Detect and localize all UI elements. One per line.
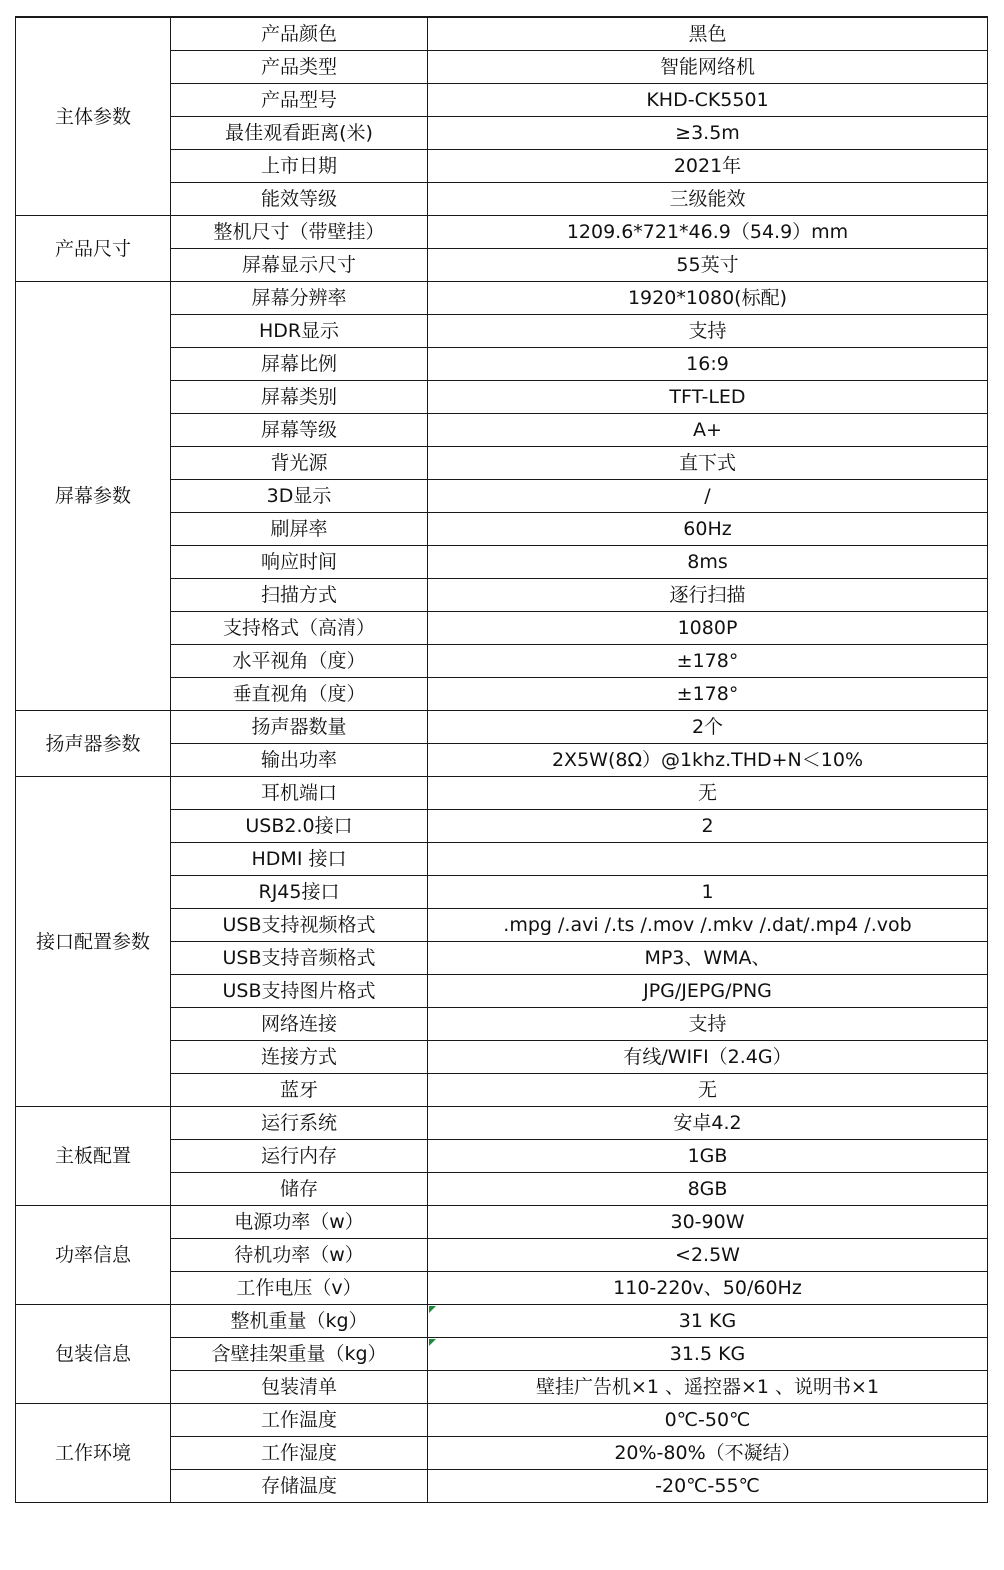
spec-table-body (16, 17, 988, 1503)
param-name: 支持格式（高清） (171, 612, 428, 645)
param-name: 工作温度 (171, 1404, 428, 1437)
param-name: 连接方式 (171, 1041, 428, 1074)
group-label: 屏幕参数 (16, 282, 171, 711)
param-value: 支持 (428, 1008, 988, 1041)
param-name: 背光源 (171, 447, 428, 480)
param-name: USB支持音频格式 (171, 942, 428, 975)
param-name: HDMI 接口 (171, 843, 428, 876)
spec-row (16, 282, 988, 315)
group-label: 工作环境 (16, 1404, 171, 1503)
param-name: 输出功率 (171, 744, 428, 777)
param-name: 含壁挂架重量（kg） (171, 1338, 428, 1371)
param-value: 8GB (428, 1173, 988, 1206)
param-name: 上市日期 (171, 150, 428, 183)
spec-row (16, 17, 988, 51)
param-name: 水平视角（度） (171, 645, 428, 678)
group-label: 接口配置参数 (16, 777, 171, 1107)
param-value: MP3、WMA、 (428, 942, 988, 975)
param-value: JPG/JEPG/PNG (428, 975, 988, 1008)
param-value: 2 (428, 810, 988, 843)
param-value: .mpg /.avi /.ts /.mov /.mkv /.dat/.mp4 /.vob (428, 909, 988, 942)
param-name: 工作电压（v） (171, 1272, 428, 1305)
param-value: 无 (428, 777, 988, 810)
param-name: 包装清单 (171, 1371, 428, 1404)
group-label: 产品尺寸 (16, 216, 171, 282)
group-label: 扬声器参数 (16, 711, 171, 777)
spec-table (15, 16, 988, 1503)
param-name: HDR显示 (171, 315, 428, 348)
param-value: 110-220v、50/60Hz (428, 1272, 988, 1305)
group-label: 包装信息 (16, 1305, 171, 1404)
param-value: 安卓4.2 (428, 1107, 988, 1140)
param-name: 待机功率（w） (171, 1239, 428, 1272)
param-name: 存储温度 (171, 1470, 428, 1503)
param-name: 屏幕分辨率 (171, 282, 428, 315)
spec-row (16, 1305, 988, 1338)
param-value: 直下式 (428, 447, 988, 480)
param-value: 1 (428, 876, 988, 909)
param-value: 60Hz (428, 513, 988, 546)
param-name: 屏幕显示尺寸 (171, 249, 428, 282)
param-value: 16:9 (428, 348, 988, 381)
param-value: 8ms (428, 546, 988, 579)
spec-row (16, 711, 988, 744)
param-name: USB支持图片格式 (171, 975, 428, 1008)
param-value (428, 843, 988, 876)
param-value: TFT-LED (428, 381, 988, 414)
param-value: / (428, 480, 988, 513)
param-name: 扬声器数量 (171, 711, 428, 744)
param-value: <2.5W (428, 1239, 988, 1272)
param-value: KHD-CK5501 (428, 84, 988, 117)
param-name: 垂直视角（度） (171, 678, 428, 711)
param-name: 屏幕类别 (171, 381, 428, 414)
group-label: 功率信息 (16, 1206, 171, 1305)
param-value: -20℃-55℃ (428, 1470, 988, 1503)
param-name: 刷屏率 (171, 513, 428, 546)
param-value: 20%-80%（不凝结） (428, 1437, 988, 1470)
param-name: 网络连接 (171, 1008, 428, 1041)
param-value: A+ (428, 414, 988, 447)
param-value: 三级能效 (428, 183, 988, 216)
param-name: 产品颜色 (171, 17, 428, 51)
param-name: 整机重量（kg） (171, 1305, 428, 1338)
param-name: 运行系统 (171, 1107, 428, 1140)
param-value: 2021年 (428, 150, 988, 183)
param-value: 31 KG (428, 1305, 988, 1338)
param-name: 最佳观看距离(米) (171, 117, 428, 150)
param-value: 55英寸 (428, 249, 988, 282)
param-value: 壁挂广告机×1 、遥控器×1 、说明书×1 (428, 1371, 988, 1404)
param-name: 屏幕等级 (171, 414, 428, 447)
param-name: 响应时间 (171, 546, 428, 579)
spec-row (16, 1404, 988, 1437)
param-value: 1080P (428, 612, 988, 645)
param-value: 智能网络机 (428, 51, 988, 84)
param-name: USB2.0接口 (171, 810, 428, 843)
spec-row (16, 1206, 988, 1239)
param-value: 有线/WIFI（2.4G） (428, 1041, 988, 1074)
param-value: 2X5W(8Ω）@1khz.THD+N＜10% (428, 744, 988, 777)
param-value: ≥3.5m (428, 117, 988, 150)
spec-row (16, 216, 988, 249)
group-label: 主体参数 (16, 17, 171, 216)
param-name: 电源功率（w） (171, 1206, 428, 1239)
param-value: 1920*1080(标配) (428, 282, 988, 315)
param-name: 耳机端口 (171, 777, 428, 810)
param-name: 产品类型 (171, 51, 428, 84)
param-value: ±178° (428, 645, 988, 678)
param-name: 整机尺寸（带壁挂） (171, 216, 428, 249)
param-name: 屏幕比例 (171, 348, 428, 381)
param-name: 产品型号 (171, 84, 428, 117)
param-name: 工作湿度 (171, 1437, 428, 1470)
param-name: 3D显示 (171, 480, 428, 513)
param-name: 储存 (171, 1173, 428, 1206)
param-name: 运行内存 (171, 1140, 428, 1173)
param-value: 黑色 (428, 17, 988, 51)
param-name: 能效等级 (171, 183, 428, 216)
param-name: RJ45接口 (171, 876, 428, 909)
param-value: 1GB (428, 1140, 988, 1173)
param-value: 31.5 KG (428, 1338, 988, 1371)
param-value: 30-90W (428, 1206, 988, 1239)
param-value: 1209.6*721*46.9（54.9）mm (428, 216, 988, 249)
param-value: 支持 (428, 315, 988, 348)
param-value: ±178° (428, 678, 988, 711)
param-value: 逐行扫描 (428, 579, 988, 612)
param-name: 扫描方式 (171, 579, 428, 612)
param-name: USB支持视频格式 (171, 909, 428, 942)
param-value: 2个 (428, 711, 988, 744)
group-label: 主板配置 (16, 1107, 171, 1206)
spec-row (16, 777, 988, 810)
param-value: 无 (428, 1074, 988, 1107)
param-value: 0℃-50℃ (428, 1404, 988, 1437)
param-name: 蓝牙 (171, 1074, 428, 1107)
spec-row (16, 1107, 988, 1140)
